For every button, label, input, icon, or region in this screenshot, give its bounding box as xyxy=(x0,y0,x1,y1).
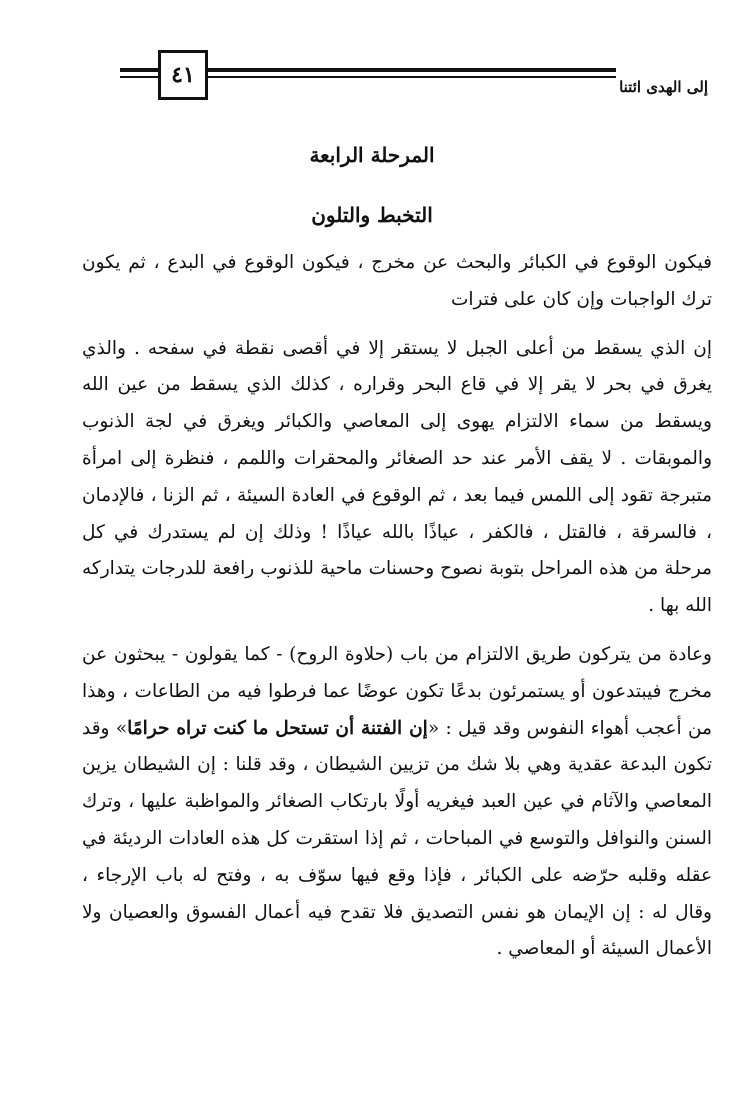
page-header xyxy=(0,0,744,120)
section-subtitle: التخبط والتلون xyxy=(311,203,433,227)
paragraph-3-end: » وقد تكون البدعة عقدية وهي بلا شك من تزيين الشيطان ، وقد قلنا : إن الشيطان يزين المعاصي والآثام في عين العبد فيغريه أولًا بارتكاب الصغائر والمواظبة عليها ، وترك السنن والنوافل والتوسع في المباحات ، ثم إذا استقرت كل هذه العادات الرديئة في عقله وقلبه حرّضه على الكبائر ، فإذا وقع فيها سوّف به ، وفتح له باب الإرجاء ، وقال له : إن الإيمان هو نفس التصديق فلا تقدح فيه أعمال الفسوق والعصيان ولا الأعمال السيئة أو المعاصي . xyxy=(82,717,712,960)
paragraph-3-quote: إن الفتنة أن تستحل ما كنت تراه حرامًا xyxy=(127,717,428,739)
header-rule-right-thin xyxy=(206,76,616,78)
running-title: إلى الهدى ائتنا xyxy=(619,78,708,96)
header-rule-left-thin xyxy=(120,76,160,78)
body-text xyxy=(82,245,712,968)
header-rule-right xyxy=(206,68,616,72)
paragraph-2: إن الذي يسقط من أعلى الجبل لا يستقر إلا في أقصى نقطة في سفحه . والذي يغرق في بحر لا يقر إلا في قاع البحر وقراره ، كذلك الذي يسقط من عين الله ويسقط من سماء الالتزام يهوى إلى المعاصي والكبائر ويغرق في لجة الذنوب والموبقات . لا يقف الأمر عند حد الصغائر والمحقرات واللمم ، فنظرة إلى امرأة متبرجة تقود إلى اللمس فيما بعد ، ثم الوقوع في العادة السيئة ، ثم الزنا ، فالإدمان ، فالسرقة ، فالقتل ، فالكفر ، عياذًا بالله عياذًا ! وذلك إن لم يستدرك في كل مرحلة من هذه المراحل بتوبة نصوح وحسنات ماحية للذنوب رافعة للدرجات يتداركه الله بها . xyxy=(82,337,712,617)
header-rule-left xyxy=(120,68,160,72)
paragraph-1: فيكون الوقوع في الكبائر والبحث عن مخرج ، فيكون الوقوع في البدع ، ثم يكون ترك الواجبات وإن كان على فترات xyxy=(82,252,712,310)
page-number: ٤١ xyxy=(158,50,208,100)
paragraph-3 xyxy=(82,637,712,968)
paragraph-3-start: وعادة من يتركون طريق الالتزام من باب (حلاوة الروح) - كما يقولون - يبحثون عن مخرج فيبتدعون أو يستمرئون بدعًا تكون عوضًا عما فرطوا فيه من الطاعات ، وهذا من أعجب أهواء النفوس وقد قيل : « xyxy=(82,643,712,739)
section-title: المرحلة الرابعة xyxy=(309,143,435,167)
